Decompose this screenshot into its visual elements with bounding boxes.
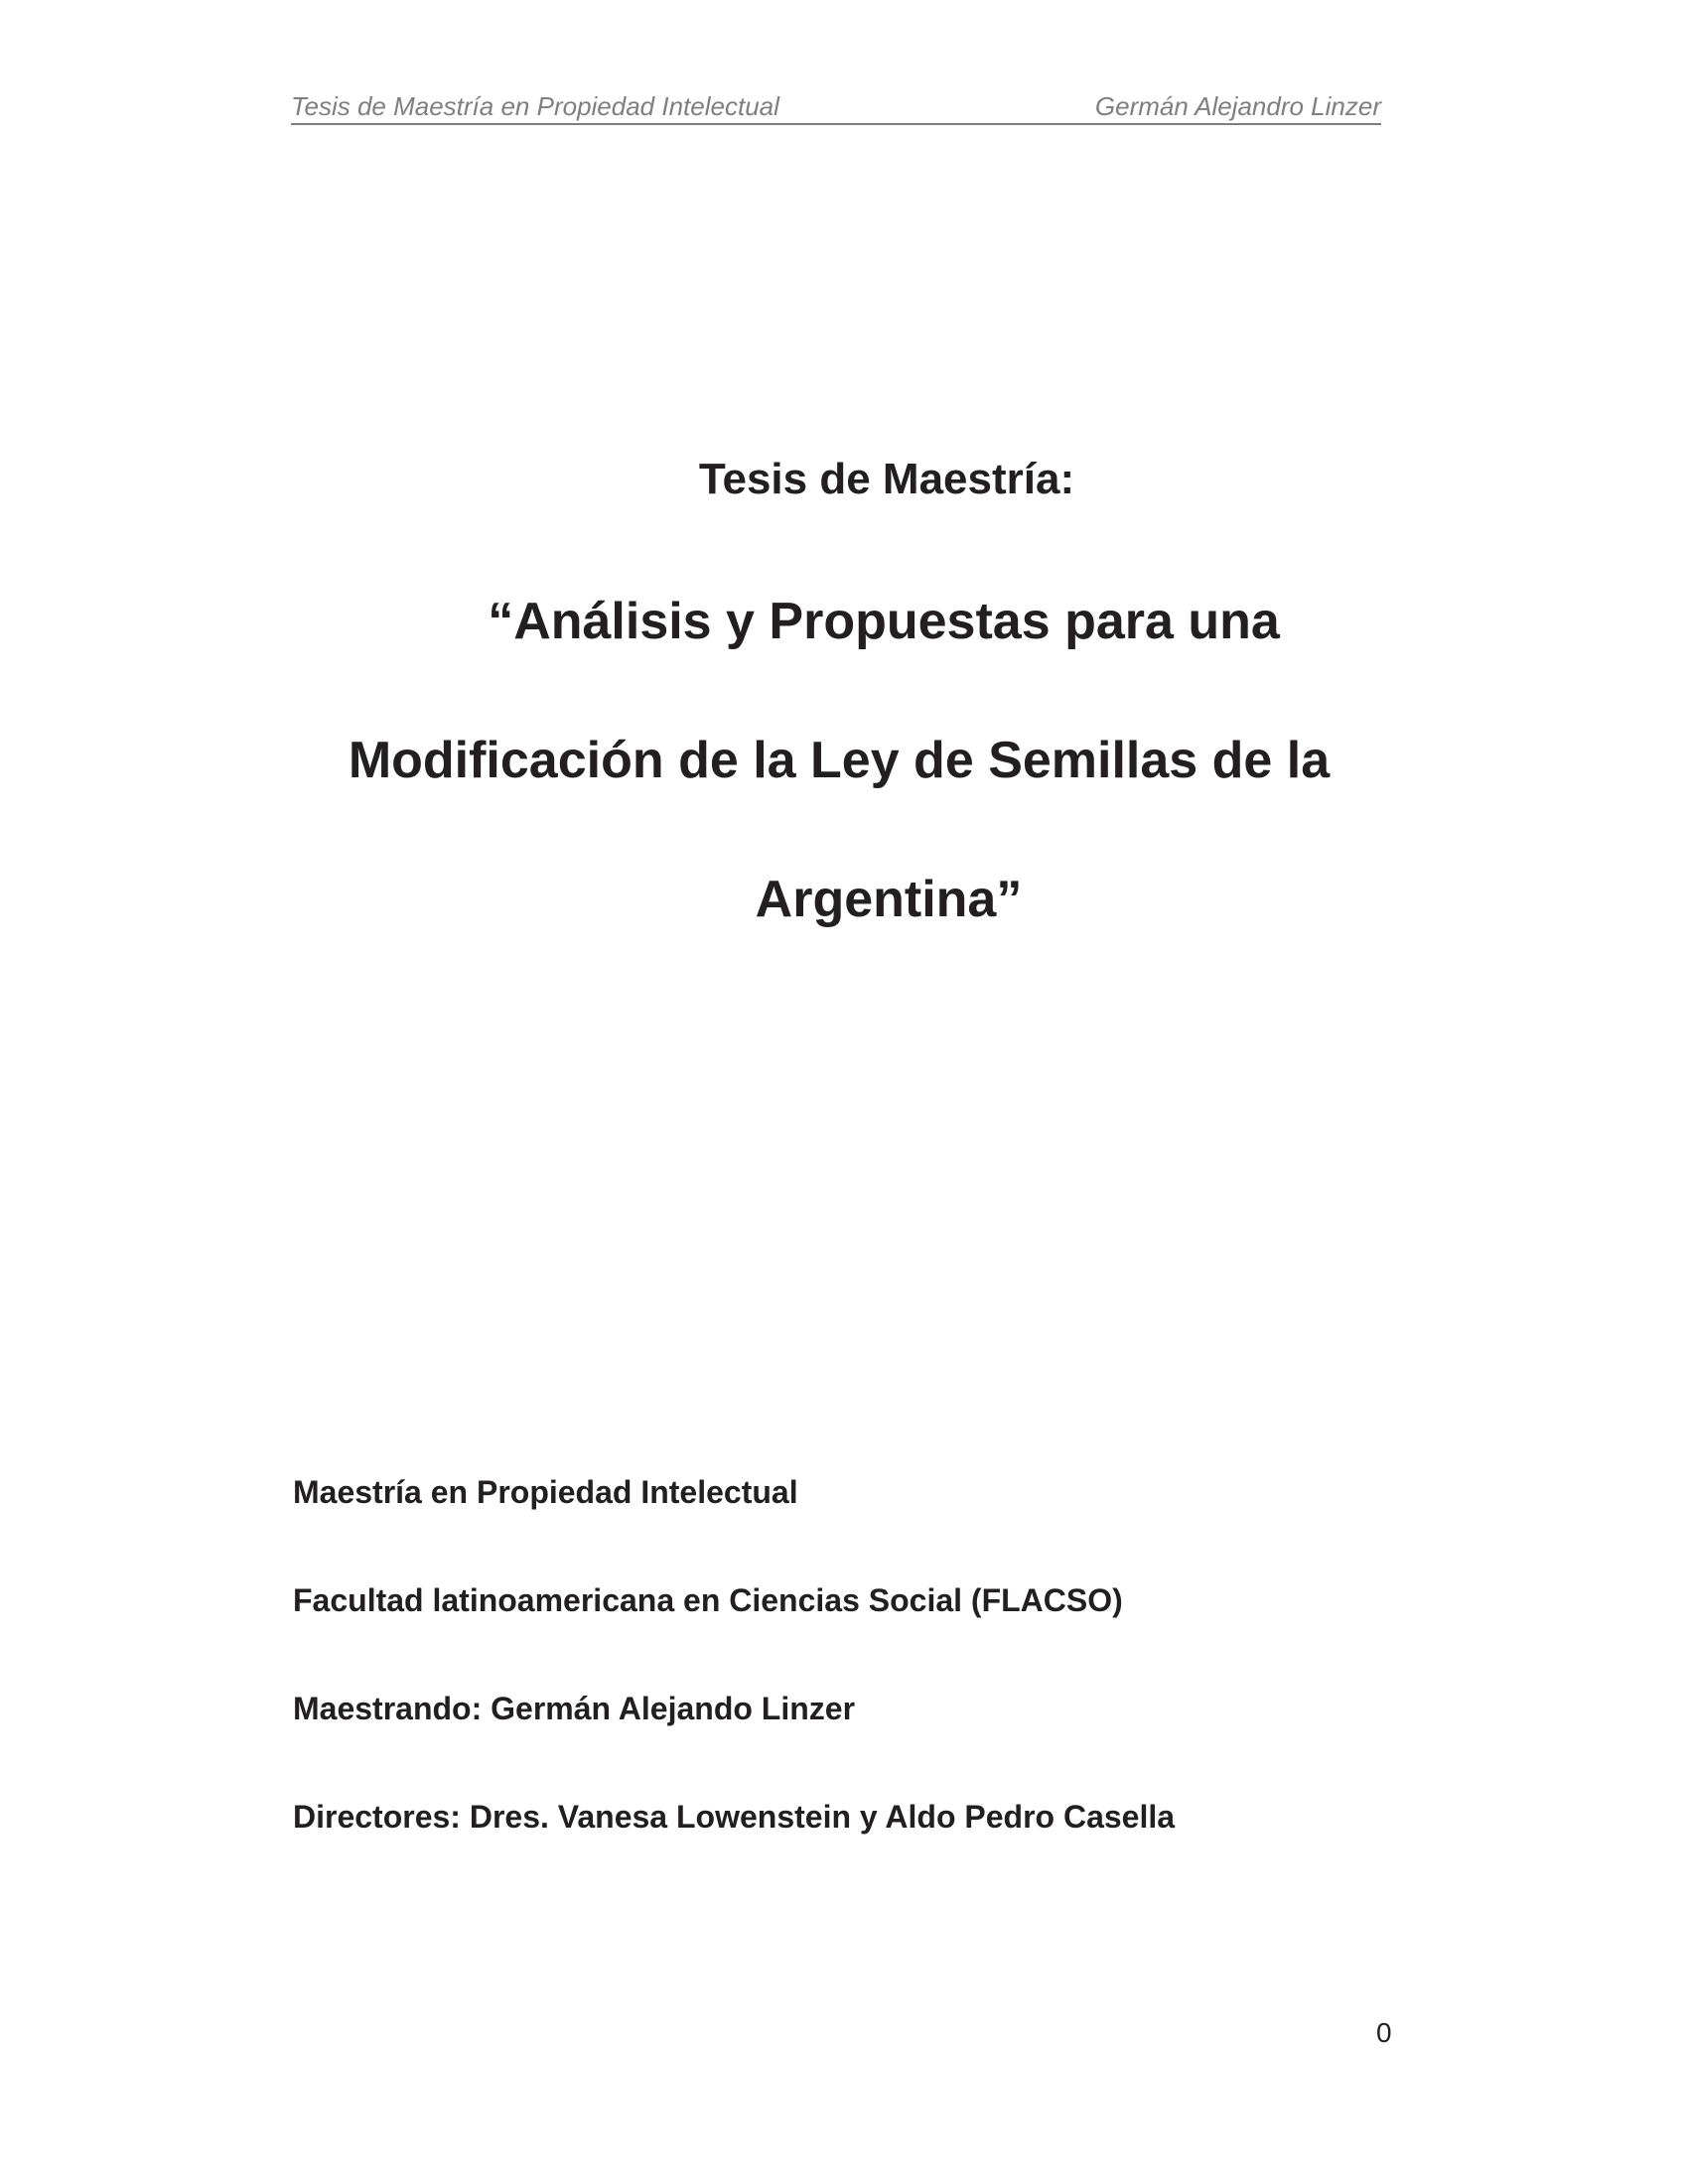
thesis-label: Tesis de Maestría: [698,455,1075,503]
student-name: Maestrando: Germán Alejando Linzer [293,1691,856,1726]
program-name: Maestría en Propiedad Intelectual [293,1474,798,1510]
thesis-title-line-3: Argentina” [755,871,1023,928]
running-header [291,91,1381,125]
thesis-title-line-2: Modificación de la Ley de Semillas de la [348,732,1331,789]
header-thesis-title: Tesis de Maestría en Propiedad Intelectual [291,91,779,121]
header-author-name: Germán Alejandro Linzer [1094,91,1381,121]
institution-name: Facultad latinoamericana en Ciencias Social (FLACSO) [293,1582,1123,1618]
directors-names: Directores: Dres. Vanesa Lowenstein y Aldo Pedro Casella [293,1799,1176,1835]
thesis-title-line-1: “Análisis y Propuestas para una [488,593,1280,650]
page-number: 0 [1376,2017,1392,2048]
